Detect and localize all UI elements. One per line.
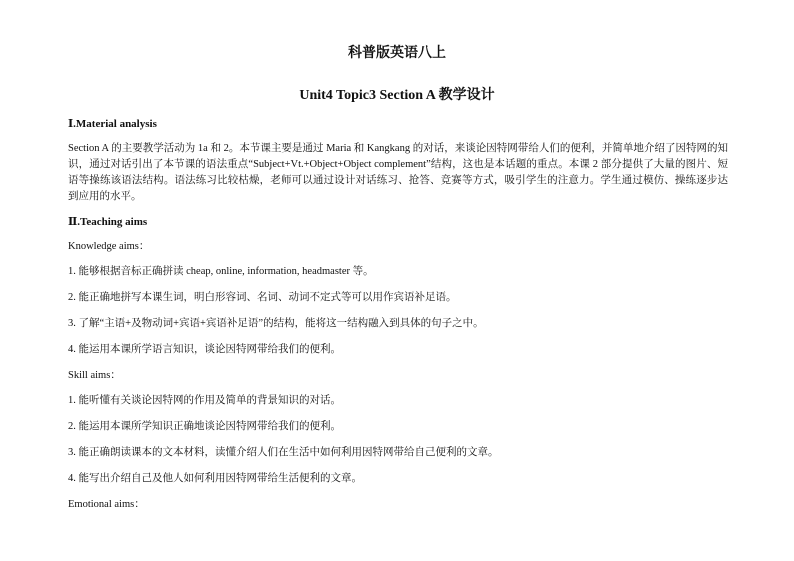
material-analysis-paragraph: Section A 的主要教学活动为 1a 和 2。本节课主要是通过 Maria 和 Kangkang 的对话，来谈论因特网带给人们的便利，并简单地介绍了因特网的知识，通过对话引出了本节课的语法重点“Subject+Vt.+Object+Object complement”结构，这也是本话题的重点。本课 2 部分提供了大量的图片、短语等操练该语法结构。语法练习比较枯燥，老师可以通过设计对话练习、抢答、竞赛等方式，吸引学生的注意力。学生通过模仿、操练逐步达到应用的水平。	[68, 143, 728, 202]
skill-aim-item: 2. 能运用本课所学知识正确地谈论因特网带给我们的便利。	[68, 421, 341, 432]
document-subtitle: Unit4 Topic3 Section A 教学设计	[299, 88, 495, 103]
document-title: 科普版英语八上	[348, 46, 446, 61]
section-heading-teaching-aims: Ⅱ.Teaching aims	[68, 216, 148, 228]
skill-aim-item: 4. 能写出介绍自己及他人如何利用因特网带给生活便利的文章。	[68, 473, 362, 484]
skill-aim-item: 1. 能听懂有关谈论因特网的作用及简单的背景知识的对话。	[68, 395, 341, 406]
knowledge-aim-item: 4. 能运用本课所学语言知识，谈论因特网带给我们的便利。	[68, 344, 341, 355]
skill-aim-item: 3. 能正确朗读课本的文本材料，读懂介绍人们在生活中如何利用因特网带给自己便利的文章。	[68, 447, 499, 458]
document-body	[68, 116, 728, 522]
knowledge-aims-label: Knowledge aims：	[68, 241, 150, 252]
skill-aims-label: Skill aims：	[68, 370, 121, 381]
emotional-aims-label: Emotional aims：	[68, 499, 145, 510]
knowledge-aim-item: 1. 能够根据音标正确拼读 cheap, online, information, headmaster 等。	[68, 266, 374, 277]
section-heading-material-analysis: Ⅰ.Material analysis	[68, 118, 157, 130]
knowledge-aim-item: 2. 能正确地拼写本课生词，明白形容词、名词、动词不定式等可以用作宾语补足语。	[68, 292, 457, 303]
knowledge-aim-item: 3. 了解“主语+及物动词+宾语+宾语补足语”的结构，能将这一结构融入到具体的句子之中。	[68, 318, 484, 329]
